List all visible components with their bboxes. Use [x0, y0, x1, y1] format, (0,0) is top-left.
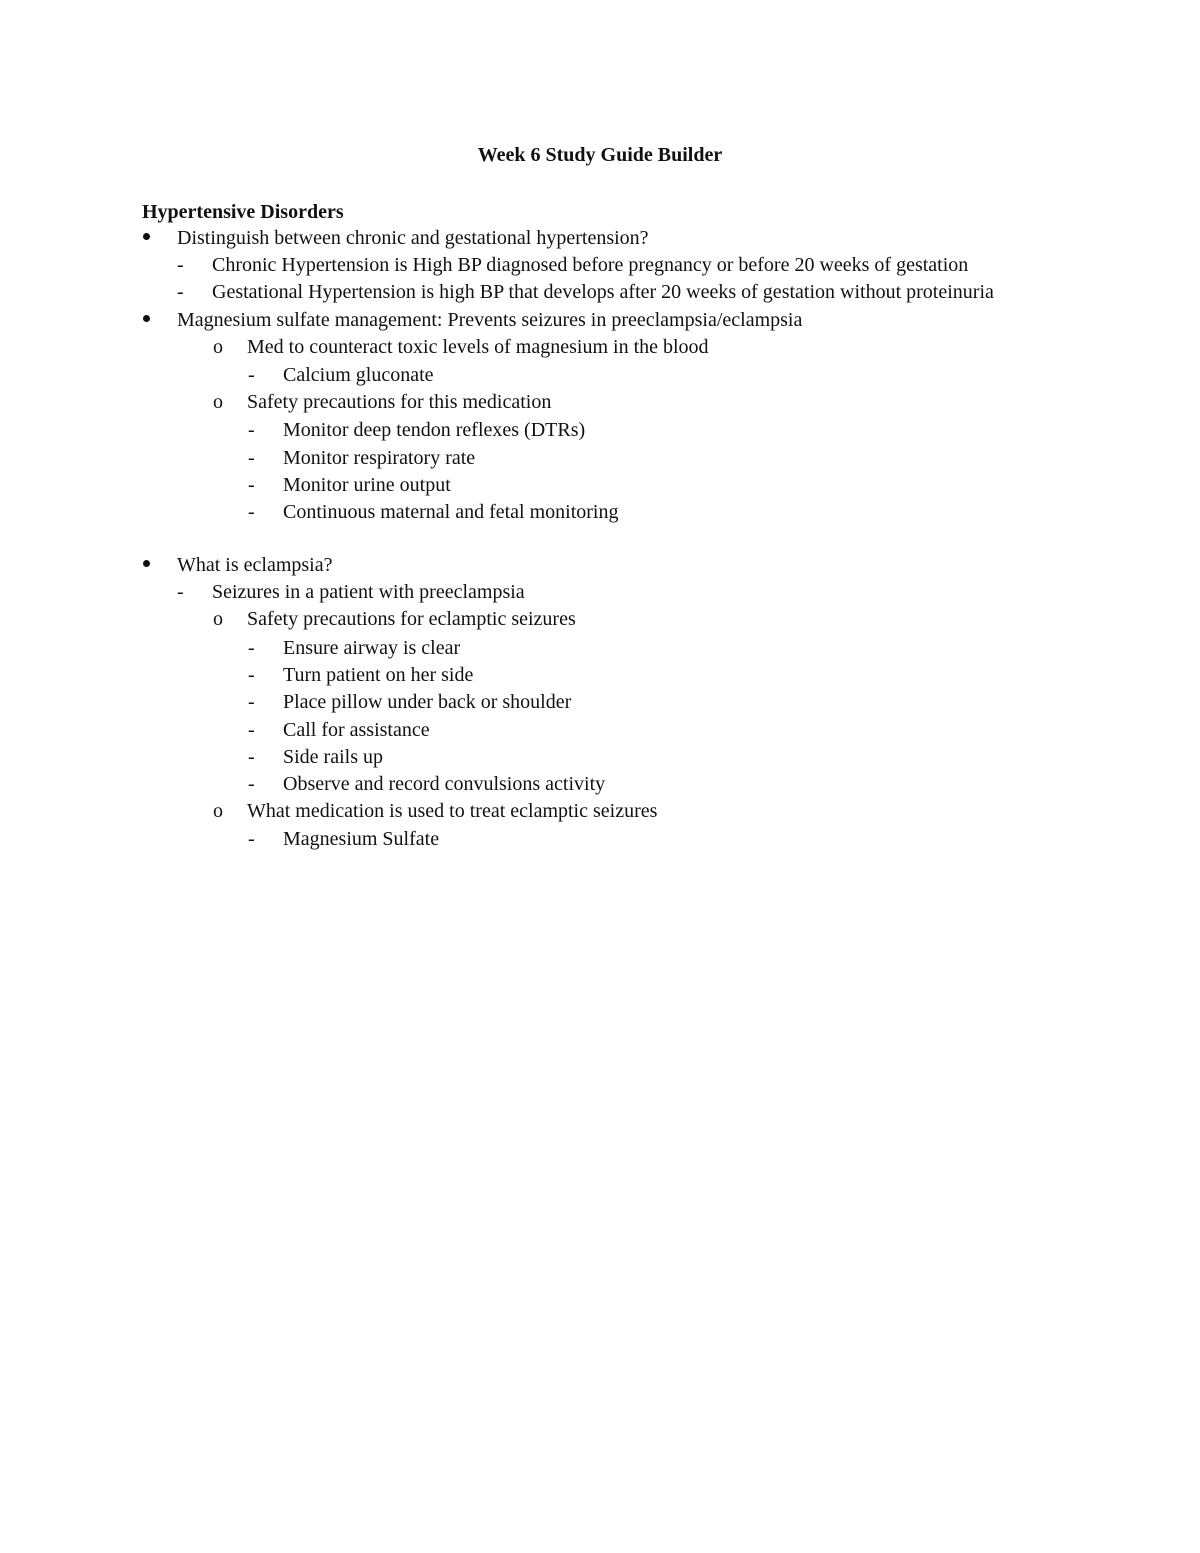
bullet-icon — [143, 233, 150, 240]
list-item: Side rails up — [283, 746, 383, 768]
bullet-icon — [143, 560, 150, 567]
list-item: Med to counteract toxic levels of magnesium in the blood — [247, 336, 709, 358]
list-item: Magnesium sulfate management: Prevents seizures in preeclampsia/eclampsia — [177, 309, 803, 331]
list-item: What medication is used to treat eclamptic seizures — [247, 800, 658, 822]
list-item: Observe and record convulsions activity — [283, 773, 606, 795]
list-item: Call for assistance — [283, 719, 430, 741]
circle-marker: o — [213, 608, 223, 630]
list-item: Ensure airway is clear — [283, 637, 461, 659]
list-item: Place pillow under back or shoulder — [283, 691, 572, 713]
list-item: Gestational Hypertension is high BP that develops after 20 weeks of gestation without proteinuria — [212, 281, 994, 303]
dash-marker: - — [248, 746, 255, 768]
dash-marker: - — [248, 664, 255, 686]
list-item: Turn patient on her side — [283, 664, 474, 686]
list-item: Safety precautions for eclamptic seizures — [247, 608, 576, 630]
dash-marker: - — [177, 254, 184, 276]
list-item: Distinguish between chronic and gestational hypertension? — [177, 227, 649, 249]
dash-marker: - — [248, 719, 255, 741]
circle-marker: o — [213, 391, 223, 413]
list-item: Seizures in a patient with preeclampsia — [212, 581, 525, 603]
list-item: Continuous maternal and fetal monitoring — [283, 501, 619, 523]
circle-marker: o — [213, 336, 223, 358]
list-item: Calcium gluconate — [283, 364, 434, 386]
dash-marker: - — [248, 637, 255, 659]
dash-marker: - — [248, 447, 255, 469]
dash-marker: - — [248, 364, 255, 386]
dash-marker: - — [177, 581, 184, 603]
list-item: Magnesium Sulfate — [283, 828, 440, 850]
document-title: Week 6 Study Guide Builder — [477, 144, 723, 166]
list-item: Chronic Hypertension is High BP diagnosed before pregnancy or before 20 weeks of gestation — [212, 254, 969, 276]
dash-marker: - — [248, 691, 255, 713]
dash-marker: - — [248, 501, 255, 523]
list-item: Safety precautions for this medication — [247, 391, 552, 413]
dash-marker: - — [177, 281, 184, 303]
bullet-icon — [143, 315, 150, 322]
list-item: What is eclampsia? — [177, 554, 333, 576]
list-item: Monitor deep tendon reflexes (DTRs) — [283, 419, 586, 441]
dash-marker: - — [248, 773, 255, 795]
dash-marker: - — [248, 474, 255, 496]
circle-marker: o — [213, 800, 223, 822]
section-heading: Hypertensive Disorders — [142, 201, 344, 223]
list-item: Monitor respiratory rate — [283, 447, 476, 469]
list-item: Monitor urine output — [283, 474, 451, 496]
dash-marker: - — [248, 828, 255, 850]
dash-marker: - — [248, 419, 255, 441]
